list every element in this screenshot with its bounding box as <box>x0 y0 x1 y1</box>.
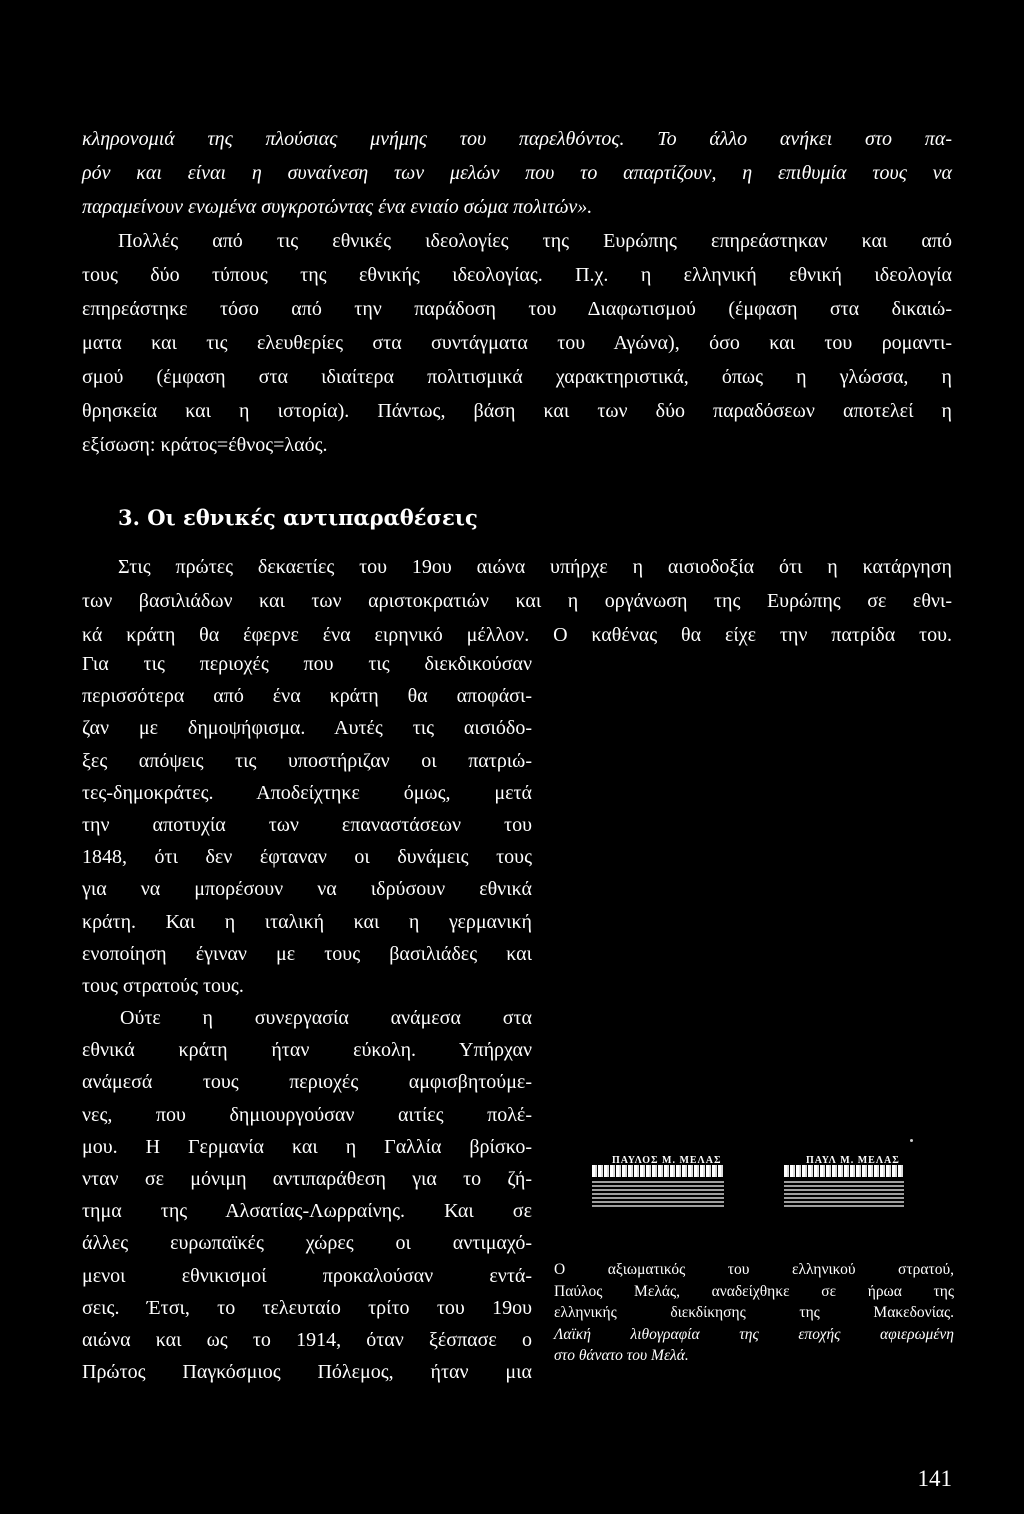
caption-line: Παύλος Μελάς, αναδείχθηκε σε ήρωα της <box>554 1282 954 1300</box>
section-paragraph <box>82 550 952 652</box>
text-line: των βασιλιάδων και των αριστοκρατιών και η οργάνωση της Ευρώπης σε εθνι- <box>82 590 952 612</box>
text-line: τες-δημοκράτες. Αποδείχτηκε όμως, μετά <box>82 781 532 804</box>
text-line: σεις. Έτσι, το τελευταίο τρίτο του 19ου <box>82 1296 532 1319</box>
text-line: Στις πρώτες δεκαετίες του 19ου αιώνα υπήρχε η αισιοδοξία ότι η κατάργηση <box>118 556 952 578</box>
text-line: θρησκεία και η ιστορία). Πάντως, βάση και των δύο παραδόσεων αποτελεί η <box>82 400 952 422</box>
text-line: την αποτυχία των επαναστάσεων του <box>82 813 532 836</box>
page-number: 141 <box>917 1466 952 1491</box>
caption-line: στο θάνατο του Μελά. <box>554 1347 689 1364</box>
text-line: 1848, ότι δεν έφταναν οι δυνάμεις τους <box>82 846 532 869</box>
text-line: εξίσωση: κράτος=έθνος=λαός. <box>82 434 328 456</box>
text-line: ζαν με δημοψήφισμα. Αυτές τις αισιόδο- <box>82 717 532 740</box>
intro-paragraphs <box>82 122 952 462</box>
text-line: ξες απόψεις τις υποστήριζαν οι πατριώ- <box>82 749 532 772</box>
text-line: περισσότερα από ένα κράτη θα αποφάσι- <box>82 685 532 708</box>
lithograph-panel-left <box>592 1155 724 1209</box>
text-line: Για τις περιοχές που τις διεκδικούσαν <box>82 653 532 675</box>
speck <box>910 1139 913 1142</box>
section-heading: 3. Οι εθνικές αντιπαραθέσεις <box>118 505 478 530</box>
text-line: τους δύο τύπους της εθνικής ιδεολογίας. Π.χ. η ελληνική εθνική ιδεολογία <box>82 264 952 286</box>
text-line: ρόν και είναι η συναίνεση των μελών που το απαρτίζουν, η επιθυμία τους να <box>82 162 952 184</box>
text-line: εθνικά κράτη ήταν εύκολη. Υπήρχαν <box>82 1039 532 1062</box>
caption-line: Ο αξιωματικός του ελληνικού στρατού, <box>554 1261 954 1278</box>
image-label: ΠΑΥΛ Μ. ΜΕΛΑΣ <box>806 1155 900 1166</box>
text-line: μενοι εθνικισμοί προκαλούσαν εντά- <box>82 1264 532 1287</box>
lithograph-panel-right <box>784 1155 904 1209</box>
text-line: επηρεάστηκε τόσο από την παράδοση του Διαφωτισμού (έμφαση στα δικαιώ- <box>82 298 952 320</box>
text-line: αιώνα και ως το 1914, όταν ξέσπασε ο <box>82 1328 532 1351</box>
text-line: σμού (έμφαση στα ιδιαίτερα πολιτισμικά χαρακτηριστικά, όπως η γλώσσα, η <box>82 366 952 388</box>
lithograph-image <box>554 1155 954 1213</box>
text-line: Πρώτος Παγκόσμιος Πόλεμος, ήταν μια <box>82 1361 532 1384</box>
text-line: Πολλές από τις εθνικές ιδεολογίες της Ευρώπης επηρεάστηκαν και από <box>118 230 952 252</box>
figure-caption <box>554 1259 954 1367</box>
lithograph-figure <box>554 1155 954 1364</box>
caption-line: Λαϊκή λιθογραφία της εποχής αφιερωμένη <box>554 1325 954 1343</box>
text-line: μου. Η Γερμανία και η Γαλλία βρίσκο- <box>82 1135 532 1158</box>
text-line: ενοποίηση έγιναν με τους βασιλιάδες και <box>82 942 532 965</box>
text-line: ανάμεσά τους περιοχές αμφισβητούμε- <box>82 1071 532 1094</box>
column-text <box>82 648 532 1388</box>
text-line: για να μπορέσουν να ιδρύσουν εθνικά <box>82 878 532 901</box>
text-line: νες, που δημιουργούσαν αιτίες πολέ- <box>82 1103 532 1126</box>
text-line: Ούτε η συνεργασία ανάμεσα στα <box>120 1007 532 1030</box>
text-line: κά κράτη θα έφερνε ένα ειρηνικό μέλλον. Ο καθένας θα είχε την πατρίδα του. <box>82 624 952 646</box>
text-line: παραμείνουν ενωμένα συγκροτώντας ένα ενιαίο σώμα πολιτών». <box>82 196 593 218</box>
image-label: ΠΑΥΛΟΣ Μ. ΜΕΛΑΣ <box>612 1155 722 1166</box>
text-line: άλλες ευρωπαϊκές χώρες οι αντιμαχό- <box>82 1232 532 1255</box>
text-line: κληρονομιά της πλούσιας μνήμης του παρελθόντος. Το άλλο ανήκει στο πα- <box>82 128 952 150</box>
caption-line: ελληνικής διεκδίκησης της Μακεδονίας. <box>554 1304 954 1321</box>
text-line: τημα της Αλσατίας-Λωρραίνης. Και σε <box>82 1200 532 1223</box>
text-line: τους στρατούς τους. <box>82 974 244 997</box>
text-line: ματα και τις ελευθερίες στα συντάγματα του Αγώνα), όσο και του ρομαντι- <box>82 332 952 354</box>
text-line: νταν σε μόνιμη αντιπαράθεση για το ζή- <box>82 1168 532 1190</box>
text-line: κράτη. Και η ιταλική και η γερμανική <box>82 910 532 933</box>
